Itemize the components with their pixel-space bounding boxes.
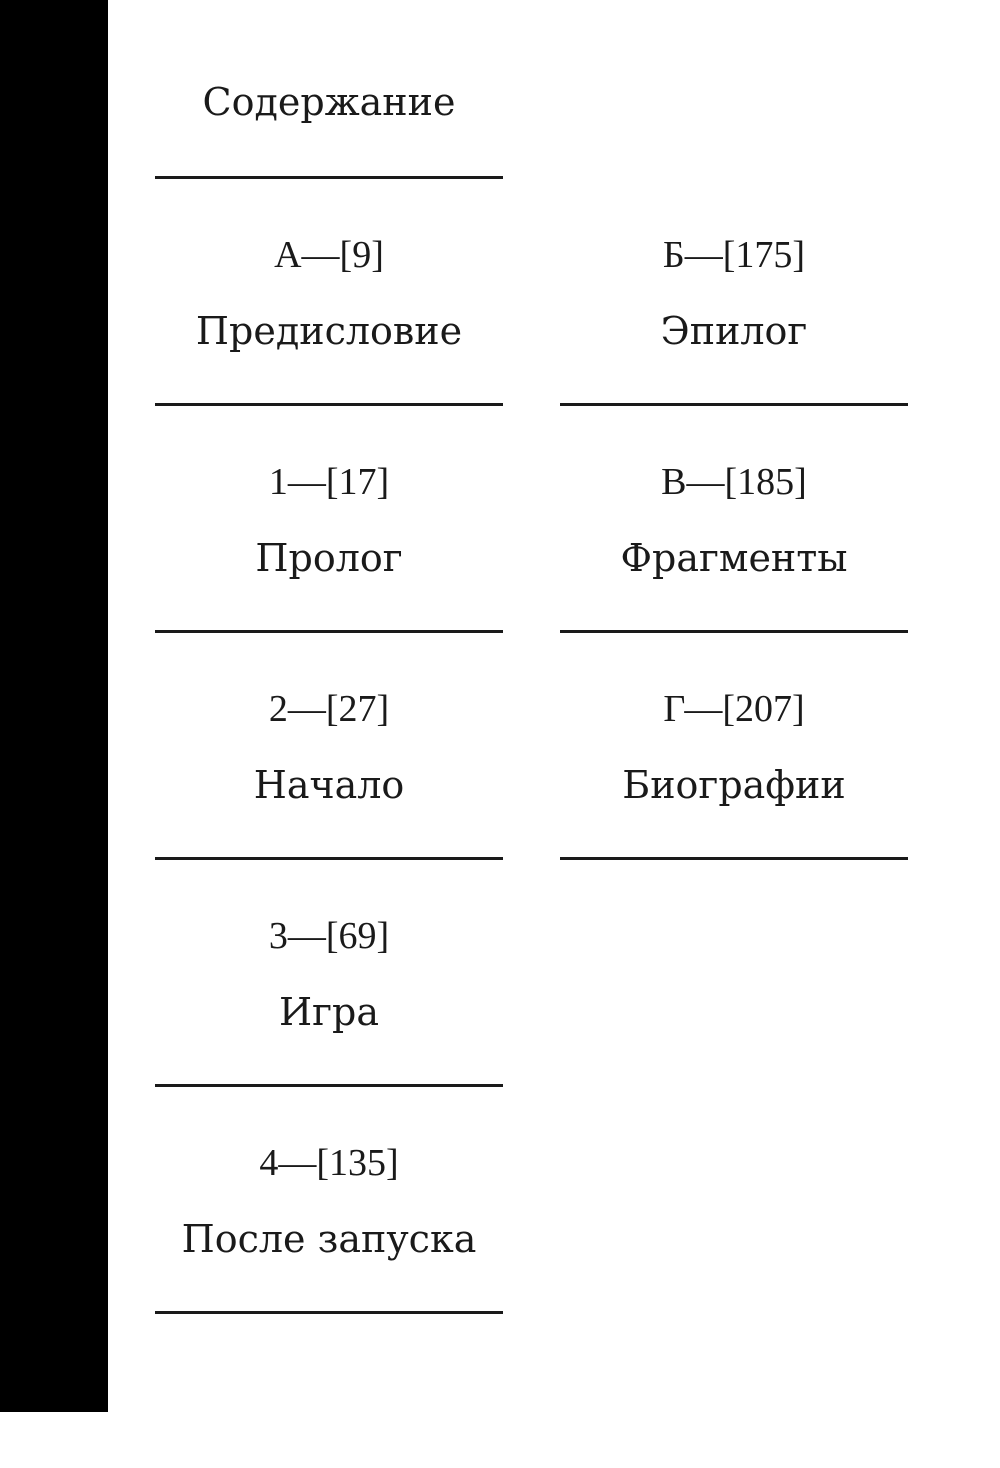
toc-entry-title: Пролог [255, 536, 403, 580]
toc-entry-title: После запуска [181, 1217, 477, 1261]
toc-left-column [155, 179, 503, 1314]
toc-entry-prologue[interactable] [155, 406, 503, 633]
toc-entry-foreword[interactable] [155, 179, 503, 406]
black-spine-bar [0, 0, 108, 1412]
entry-divider [560, 857, 908, 860]
toc-entry-number: Б—[175] [662, 234, 806, 276]
toc-entry-epilogue[interactable] [560, 179, 908, 406]
toc-entry-number: Г—[207] [663, 688, 805, 730]
toc-entry-title: Игра [278, 990, 380, 1034]
toc-entry-game[interactable] [155, 860, 503, 1087]
toc-entry-title: Фрагменты [620, 536, 848, 580]
toc-entry-title: Начало [253, 763, 405, 807]
page-title: Содержание [202, 80, 456, 124]
toc-entry-title: Биографии [622, 763, 846, 807]
toc-entry-title: Эпилог [660, 309, 808, 353]
toc-entry-title: Предисловие [195, 309, 463, 353]
toc-entry-fragments[interactable] [560, 406, 908, 633]
entry-divider [155, 1311, 503, 1314]
toc-entry-number: 3—[69] [268, 915, 390, 957]
toc-entry-number: А—[9] [274, 234, 384, 276]
toc-entry-biographies[interactable] [560, 633, 908, 860]
toc-entry-number: В—[185] [661, 461, 807, 503]
toc-entry-number: 4—[135] [259, 1142, 399, 1184]
toc-entry-beginning[interactable] [155, 633, 503, 860]
toc-entry-after-launch[interactable] [155, 1087, 503, 1314]
toc-entry-number: 2—[27] [268, 688, 390, 730]
toc-entry-number: 1—[17] [268, 461, 390, 503]
toc-right-column [560, 179, 908, 860]
